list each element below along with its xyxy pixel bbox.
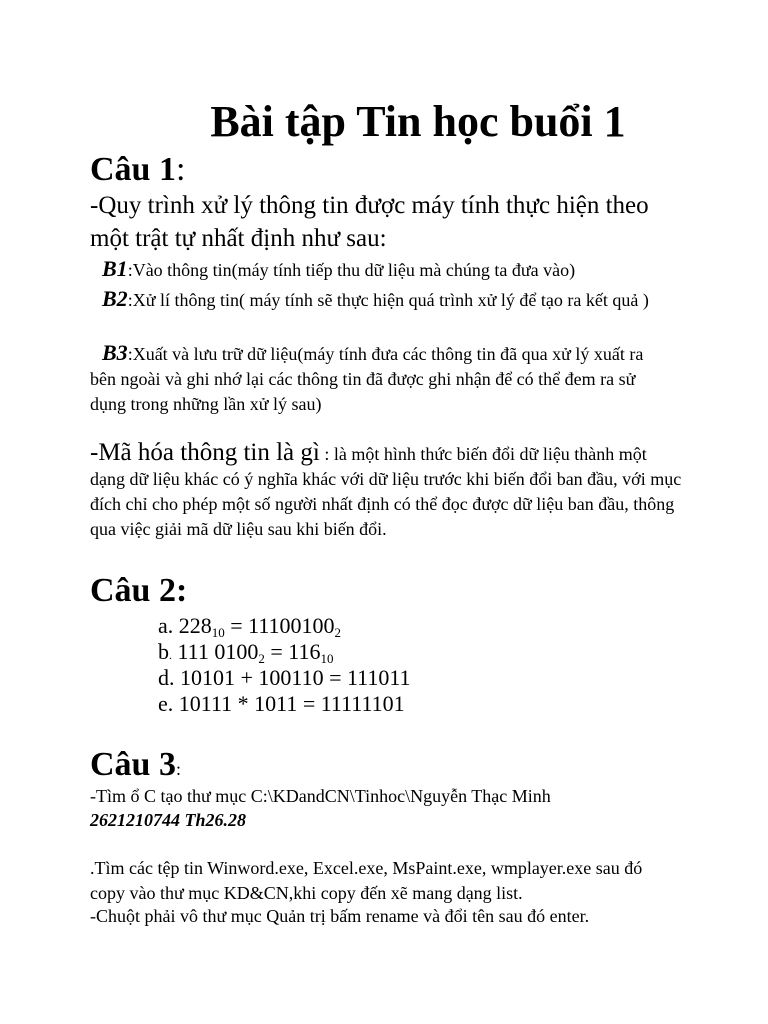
step-b3-text: :Xuất và lưu trữ dữ liệu(máy tính đưa các thông tin đã qua xử lý xuất ra bên ngoài và ghi nhớ lại các thông tin đã được ghi nhận để có thể đem ra sử dụng trong những lần xử lý sau) <box>90 344 644 414</box>
cau2-b-dot: . <box>169 648 172 662</box>
encode-paragraph <box>90 440 686 542</box>
cau2-b-sub2: 10 <box>320 651 334 666</box>
cau2-a-mid: = 11100100 <box>224 613 335 638</box>
cau2-a-sub2: 2 <box>334 625 342 640</box>
cau2-b-sub1: 2 <box>258 651 265 666</box>
cau2-b-prefix: b <box>158 639 169 664</box>
step-b2-label: B2 <box>102 286 128 311</box>
page-title: Bài tập Tin học buổi 1 <box>210 97 626 146</box>
cau2-heading: Câu 2: <box>90 572 188 609</box>
step-b1-label: B1 <box>102 256 128 281</box>
cau2-b-val: 111 0100 <box>172 639 259 664</box>
cau1-label: Câu 1 <box>90 151 176 188</box>
cau1-colon: : <box>175 151 186 188</box>
step-b2 <box>90 286 684 313</box>
step-b1 <box>90 256 688 283</box>
cau2-b-mid: = 116 <box>264 639 321 664</box>
encode-heading: -Mã hóa thông tin là gì <box>90 439 320 466</box>
cau2-item-a <box>158 613 341 639</box>
cau2-a-prefix: a. 228 <box>158 613 212 638</box>
cau3-line3: .Tìm các tệp tin Winword.exe, Excel.exe, MsPaint.exe, wmplayer.exe sau đó copy vào thư mục KD&CN,khi copy đến xẽ mang dạng list. <box>90 858 643 903</box>
cau3-line1: -Tìm ổ C tạo thư mục C:\KDandCN\Tinhoc\Nguyễn Thạc Minh <box>90 786 551 806</box>
cau2-item-b <box>158 639 333 668</box>
cau3-line4: -Chuột phải vô thư mục Quản trị bấm rename và đổi tên sau đó enter. <box>90 906 590 926</box>
encode-text: : là một hình thức biến đổi dữ liệu thành một dạng dữ liệu khác có ý nghĩa khác với dữ liệu trước khi biến đổi ban đầu, với mục đích chỉ cho phép một số người nhất định có thể đọc được dữ liệu ban đầu, thông qua việc giải mã dữ liệu sau khi biến đổi. <box>90 444 682 539</box>
step-b1-text: :Vào thông tin(máy tính tiếp thu dữ liệu mà chúng ta đưa vào) <box>127 260 576 280</box>
cau1-intro: -Quy trình xử lý thông tin được máy tính thực hiện theo một trật tự nhất định như sau: <box>90 192 649 252</box>
step-b3 <box>90 340 672 417</box>
cau3-label: Câu 3 <box>90 746 176 783</box>
cau1-heading <box>90 150 688 190</box>
cau2-a-sub1: 10 <box>211 625 225 640</box>
cau3-colon: : <box>175 759 181 779</box>
cau2-item-d: d. 10101 + 100110 = 111011 <box>158 665 411 690</box>
step-b2-text: :Xử lí thông tin( máy tính sẽ thực hiện quá trình xử lý để tạo ra kết quả ) <box>127 290 649 310</box>
cau2-item-e: e. 10111 * 1011 = 11111101 <box>158 691 405 716</box>
step-b3-label: B3 <box>102 340 128 365</box>
cau3-line2: 2621210744 Th26.28 <box>90 810 247 830</box>
